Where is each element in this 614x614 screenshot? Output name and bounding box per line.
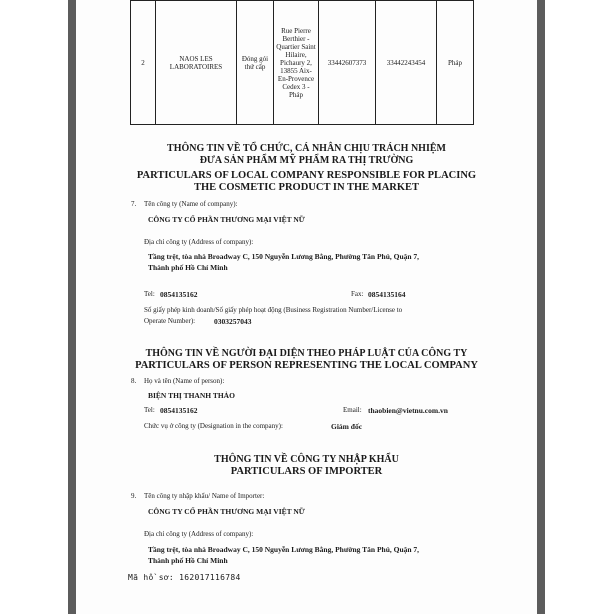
cell-country: Pháp (437, 1, 474, 125)
person-tel-label: Tel: (144, 406, 155, 414)
importer-address-label: Địa chỉ công ty (Address of company): (144, 530, 254, 538)
person-name-label: Họ và tên (Name of person): (144, 377, 225, 385)
cell-name: NAOS LES LABORATOIRES (156, 1, 237, 125)
person-name: BIỆN THỊ THANH THẢO (148, 391, 235, 400)
representative-title-vi: THÔNG TIN VỀ NGƯỜI ĐẠI DIỆN THEO PHÁP LUẬT CỦA CÔNG TY (145, 348, 468, 359)
company-name-label: Tên công ty (Name of company): (144, 200, 238, 208)
cell-phone: 33442607373 (319, 1, 376, 125)
importer-title-en: PARTICULARS OF IMPORTER (230, 466, 383, 477)
position-label: Chức vụ ở công ty (Designation in the company): (144, 422, 283, 430)
tel-label: Tel: (144, 290, 155, 298)
table-row (131, 1, 474, 125)
company-address-line-2: Thành phố Hồ Chí Minh (148, 263, 228, 272)
representative-title-en: PARTICULARS OF PERSON REPRESENTING THE LOCAL COMPANY (135, 360, 478, 371)
local-company-title-en-2: THE COSMETIC PRODUCT IN THE MARKET (193, 182, 420, 193)
company-tel: 0854135162 (160, 290, 198, 299)
cell-address: Rue Pierre Berthier - Quartier Saint Hilaire, Pichaury 2, 13855 Aix-En-Provence Cedex 3 - Pháp (274, 1, 319, 125)
person-tel: 0854135162 (160, 406, 198, 415)
importer-name-label: Tên công ty nhập khẩu/ Name of Importer: (144, 492, 265, 500)
license-number: 0303257043 (214, 317, 252, 326)
importer-title-vi: THÔNG TIN VỀ CÔNG TY NHẬP KHẨU (214, 454, 399, 465)
license-label-line-1: Số giấy phép kinh doanh/Số giấy phép hoạt động (Business Registration Number/License to (144, 306, 403, 314)
item-number-9: 9. (131, 492, 137, 500)
importer-address-line-1: Tầng trệt, tòa nhà Broadway C, 150 Nguyễn Lương Bằng, Phường Tân Phú, Quận 7, (148, 545, 420, 554)
local-company-title-vi-2: ĐƯA SẢN PHẨM MỸ PHẨM RA THỊ TRƯỜNG (199, 155, 414, 166)
company-address-label: Địa chỉ công ty (Address of company): (144, 238, 254, 246)
fax-label: Fax: (351, 290, 364, 298)
company-name: CÔNG TY CỔ PHẦN THƯƠNG MẠI VIỆT NỮ (148, 215, 305, 224)
license-label-line-2: Operate Number): (144, 317, 196, 325)
importer-address-line-2: Thành phố Hồ Chí Minh (148, 556, 228, 565)
local-company-title-en-1: PARTICULARS OF LOCAL COMPANY RESPONSIBLE FOR PLACING (136, 170, 477, 181)
item-number-8: 8. (131, 377, 137, 385)
email-label: Email: (343, 406, 362, 414)
cell-role: Đóng gói thứ cấp (237, 1, 274, 125)
company-address-line-1: Tầng trệt, tòa nhà Broadway C, 150 Nguyễn Lương Bằng, Phường Tân Phú, Quận 7, (148, 252, 420, 261)
right-frame-border (537, 0, 545, 614)
dossier-number: Mã hồ sơ: 162017116784 (128, 573, 241, 582)
cell-no: 2 (131, 1, 156, 125)
document-page (76, 0, 537, 614)
company-fax: 0854135164 (368, 290, 406, 299)
local-company-title-vi-1: THÔNG TIN VỀ TỔ CHỨC, CÁ NHÂN CHỊU TRÁCH NHIỆM (167, 143, 446, 154)
person-position: Giám đốc (331, 422, 363, 431)
person-email: thaobien@vietnu.com.vn (368, 406, 448, 415)
left-frame-border (68, 0, 76, 614)
cell-fax: 33442243454 (376, 1, 437, 125)
manufacturer-table (130, 0, 474, 125)
item-number-7: 7. (131, 200, 137, 208)
importer-name: CÔNG TY CỔ PHẦN THƯƠNG MẠI VIỆT NỮ (148, 507, 305, 516)
